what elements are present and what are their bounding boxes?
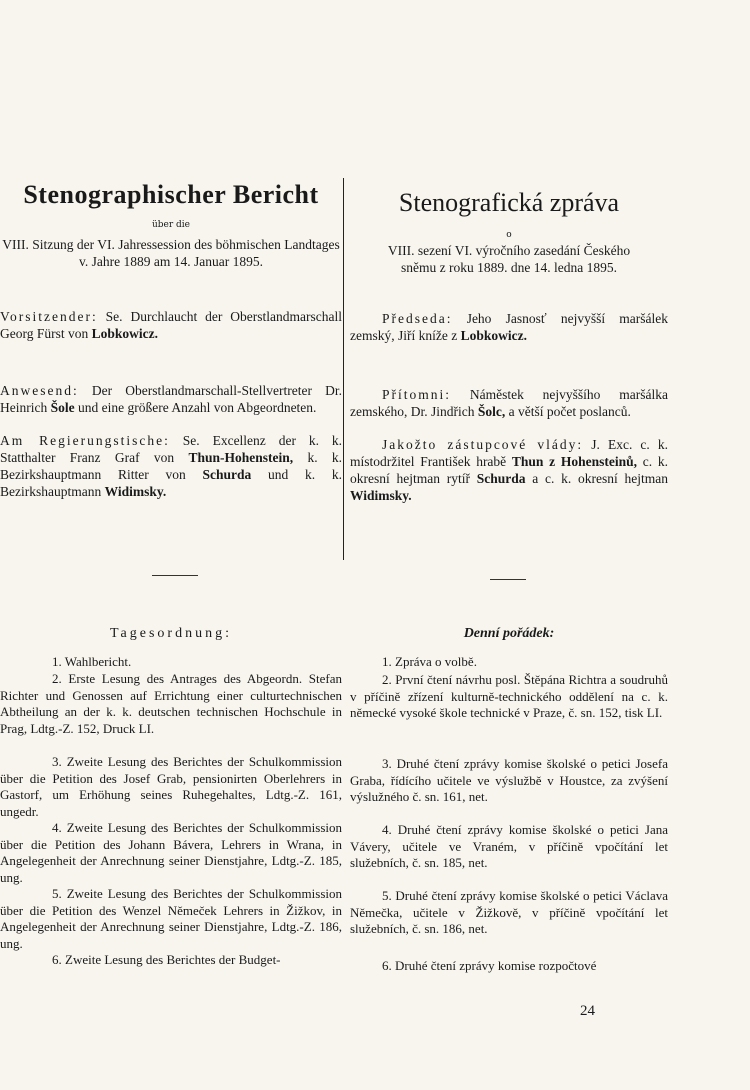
czech-government	[350, 436, 668, 504]
czech-gov-text2: c. k. okresní hejtman rytíř	[350, 454, 668, 486]
czech-short-rule	[490, 579, 526, 580]
czech-o: o	[506, 230, 512, 240]
page-number: 24	[580, 1003, 595, 1019]
german-agenda-item: 2. Erste Lesung des Antrages des Abgeordn. Stefan Richter und Genossen auf Errichtung einer culturtechnischen Abtheilung an der k. k. deutschen technischen Hochschule in Prag, Ldtg.-Z. 152, Druck LI.	[0, 671, 342, 736]
german-gov-text1: Se. Excellenz der k. k. Statthalter Franz Graf von	[0, 433, 342, 465]
german-ueber: über die	[151, 220, 190, 230]
czech-present-label: Přítomni:	[382, 387, 452, 402]
german-short-rule	[152, 575, 198, 576]
german-chair-label: Vorsitzender:	[0, 309, 98, 324]
czech-gov-label: Jakožto zástupcové vlády:	[382, 437, 584, 452]
german-gov-text2: k. k. Bezirkshauptmann Ritter von	[0, 450, 342, 482]
german-chair-text: Se. Durchlaucht der Oberstlandmarschall Georg Fürst von	[0, 309, 343, 341]
czech-chair	[350, 310, 668, 344]
czech-chair-name: Lobkowicz.	[460, 328, 527, 343]
czech-gov-name1: Thun z Hohensteinů,	[511, 454, 638, 469]
german-gov-text3: und k. k. Bezirkshauptmann	[0, 467, 342, 499]
czech-gov-text1: J. Exc. c. k. místodržitel František hrabě	[350, 437, 668, 469]
czech-agenda-item: 6. Druhé čtení zprávy komise rozpočtové	[382, 958, 597, 973]
german-gov-name1: Thun-Hohenstein,	[188, 450, 294, 465]
czech-present	[350, 386, 668, 420]
column-divider	[343, 178, 344, 560]
czech-agenda-item: 3. Druhé čtení zprávy komise školské o petici Josefa Graba, řídícího učitele ve výslužbě v Houstce, za zvýšení výslužného č. sn. 161, net.	[350, 756, 668, 804]
czech-subtitle-2: sněmu z roku 1889. dne 14. ledna 1895.	[401, 260, 617, 275]
german-present-label: Anwesend:	[0, 383, 79, 398]
german-present	[0, 382, 342, 416]
german-gov-label: Am Regierungstische:	[0, 433, 170, 448]
german-chair	[0, 308, 342, 342]
german-title: Stenographischer Bericht	[23, 180, 319, 209]
german-gov-name2: Schurda	[202, 467, 252, 482]
czech-agenda-heading: Denní pořádek:	[463, 626, 555, 641]
czech-present-rest: a větší počet poslanců.	[508, 404, 631, 419]
czech-subtitle-1: VIII. sezení VI. výročního zasedání Českého	[387, 243, 631, 258]
czech-agenda-item: 4. Druhé čtení zprávy komise školské o petici Jana Vávery, učitele ve Vraném, v příčině vpočítání let služebních, č. sn. 185, net.	[350, 822, 668, 870]
czech-agenda-item: 5. Druhé čtení zprávy komise školské o petici Václava Němečka, učitele v Žižkově, v příčině vpočítání let služebních, č. sn. 186, net.	[350, 888, 668, 936]
german-agenda-item: 1. Wahlbericht.	[52, 654, 132, 669]
czech-present-text: Náměstek nejvyššího maršálka zemského, Dr. Jindřich	[350, 387, 668, 419]
czech-chair-text: Jeho Jasnosť nejvyšší maršálek zemský, Jiří kníže z	[350, 311, 669, 343]
german-agenda-item: 6. Zweite Lesung des Berichtes der Budget-	[52, 952, 281, 967]
german-agenda-heading: Tagesordnung:	[109, 626, 232, 641]
czech-title: Stenografická zpráva	[398, 188, 620, 217]
german-gov-name3: Widimsky.	[104, 484, 167, 499]
german-agenda-item: 3. Zweite Lesung des Berichtes der Schulkommission über die Petition des Josef Grab, pensionirten Oberlehrers in Gastorf, um Erhöhung seines Ruhegehaltes, Ldtg.-Z. 161, ungedr.	[0, 754, 342, 819]
czech-agenda-item: 1. Zpráva o volbě.	[382, 654, 477, 669]
czech-gov-name3: Widimsky.	[350, 488, 412, 503]
czech-gov-name2: Schurda	[476, 471, 526, 486]
german-agenda-item: 4. Zweite Lesung des Berichtes der Schulkommission über die Petition des Johann Bávera, Lehrers in Wrana, in Angelegenheit der Anrechnung seiner Dienstjahre, Ldtg.-Z. 185, ung.	[0, 820, 342, 885]
czech-agenda-item: 2. První čtení návrhu posl. Štěpána Richtra a soudruhů v příčině zřízení kulturně-technického oddělení na c. k. německé vysoké škole technické v Praze, č. sn. 152, tisk LI.	[350, 672, 668, 720]
czech-gov-text3: a c. k. okresní hejtman	[532, 471, 669, 486]
german-government	[0, 432, 342, 500]
german-chair-name: Lobkowicz.	[91, 326, 159, 341]
german-present-name: Šole	[50, 400, 75, 415]
german-present-rest: und eine größere Anzahl von Abgeordneten.	[78, 400, 317, 415]
german-agenda-item: 5. Zweite Lesung des Berichtes der Schulkommission über die Petition des Wenzel Němeček Lehrers in Žižkov, in Angelegenheit der Anrechnung seiner Dienstjahre, Ldtg.-Z. 186, ung.	[0, 886, 342, 951]
german-subtitle: VIII. Sitzung der VI. Jahressession des böhmischen Landtages v. Jahre 1889 am 14. Januar 1895.	[2, 237, 340, 269]
czech-chair-label: Předseda:	[382, 311, 453, 326]
german-present-text: Der Oberstlandmarschall-Stellvertreter Dr. Heinrich	[0, 383, 342, 415]
czech-present-name: Šolc,	[477, 404, 506, 419]
